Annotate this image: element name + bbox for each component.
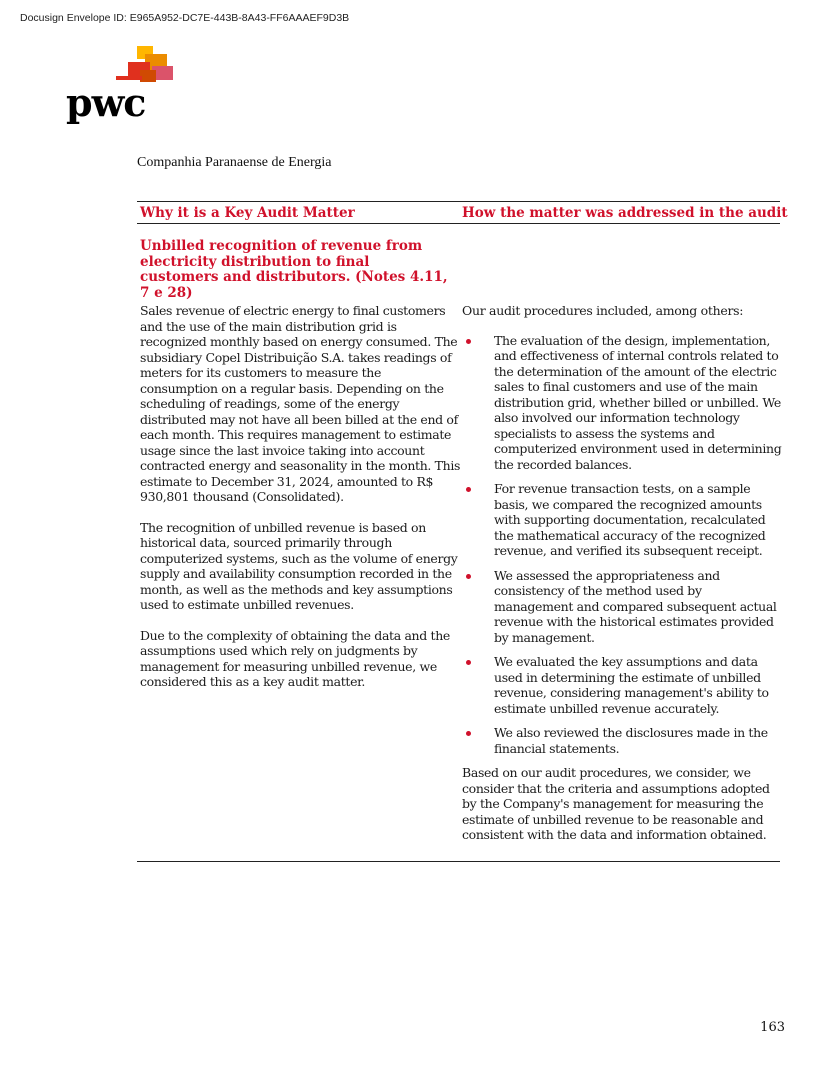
bullet-dot-icon <box>466 574 471 579</box>
table-top-rule <box>137 201 780 202</box>
page-number: 163 <box>760 1020 785 1035</box>
procedures-list <box>462 333 782 757</box>
procedure-item <box>462 481 782 559</box>
procedure-text: For revenue transaction tests, on a sample basis, we compared the recognized amounts with supporting documentation, recalculated the mathematical accuracy of the recognized revenue, and verified its subsequent receipt. <box>494 481 766 558</box>
why-paragraph: The recognition of unbilled revenue is based on historical data, sourced primarily through computerized systems, such as the volume of energy supply and availability consumption recorded in the month, as well as the methods and key assumptions used to estimate unbilled revenues. <box>140 519 458 612</box>
procedure-text: The evaluation of the design, implementation, and effectiveness of internal controls related to the determination of the amount of the electric sales to final customers and use of the main distribution grid, whether billed or unbilled. We also involved our information technology specialists to assess the systems and computerized environment used in determining the recorded balances. <box>494 332 782 472</box>
procedure-item <box>462 568 782 646</box>
table-bottom-rule <box>137 861 780 862</box>
how-column <box>462 303 782 843</box>
docusign-envelope-id: Docusign Envelope ID: E965A952-DC7E-443B-8A43-FF6AAAEF9D3B <box>20 12 350 24</box>
bullet-dot-icon <box>466 487 471 492</box>
logo-wordmark: pwc <box>66 80 146 125</box>
bullet-dot-icon <box>466 339 471 344</box>
bullet-dot-icon <box>466 731 471 736</box>
header-how-addressed: How the matter was addressed in the audit <box>462 205 788 221</box>
procedures-conclusion: Based on our audit procedures, we consider, we consider that the criteria and assumptions adopted by the Company's management for measuring the estimate of unbilled revenue to be reasonable and consistent with the data and information obtained. <box>462 765 770 842</box>
procedure-item <box>462 333 782 473</box>
procedure-text: We evaluated the key assumptions and data used in determining the estimate of unbilled revenue, considering management's ability to estimate unbilled revenue accurately. <box>494 654 769 716</box>
why-paragraph: Sales revenue of electric energy to final customers and the use of the main distribution grid is recognized monthly based on energy consumed. The subsidiary Copel Distribuição S.A. takes readings of meters for its customers to measure the consumption on a regular basis. Depending on the scheduling of readings, some of the energy distributed may not have all been billed at the end of each month. This requires management to estimate usage since the last invoice taking into account contracted energy and seasonality in the month. This estimate to December 31, 2024, amounted to R$ 930,801 thousand (Consolidated). <box>140 303 461 504</box>
procedure-text: We assessed the appropriateness and consistency of the method used by management and compared subsequent actual revenue with the historical estimates provided by management. <box>494 567 777 645</box>
key-audit-matter-title: Unbilled recognition of revenue from electricity distribution to final customers and distributors. (Notes 4.11, 7 e 28) <box>140 238 448 301</box>
procedures-intro: Our audit procedures included, among others: <box>462 303 744 318</box>
pwc-logo <box>66 44 176 128</box>
company-name: Companhia Paranaense de Energia <box>137 155 332 170</box>
procedure-item <box>462 654 782 716</box>
procedure-item <box>462 725 782 756</box>
procedure-text: We also reviewed the disclosures made in the financial statements. <box>494 725 768 756</box>
header-bottom-rule <box>137 223 780 224</box>
why-column <box>140 303 462 705</box>
header-why-key-audit-matter: Why it is a Key Audit Matter <box>140 205 355 221</box>
bullet-dot-icon <box>466 660 471 665</box>
why-paragraph: Due to the complexity of obtaining the data and the assumptions used which rely on judgments by management for measuring unbilled revenue, we considered this as a key audit matter. <box>140 627 450 689</box>
